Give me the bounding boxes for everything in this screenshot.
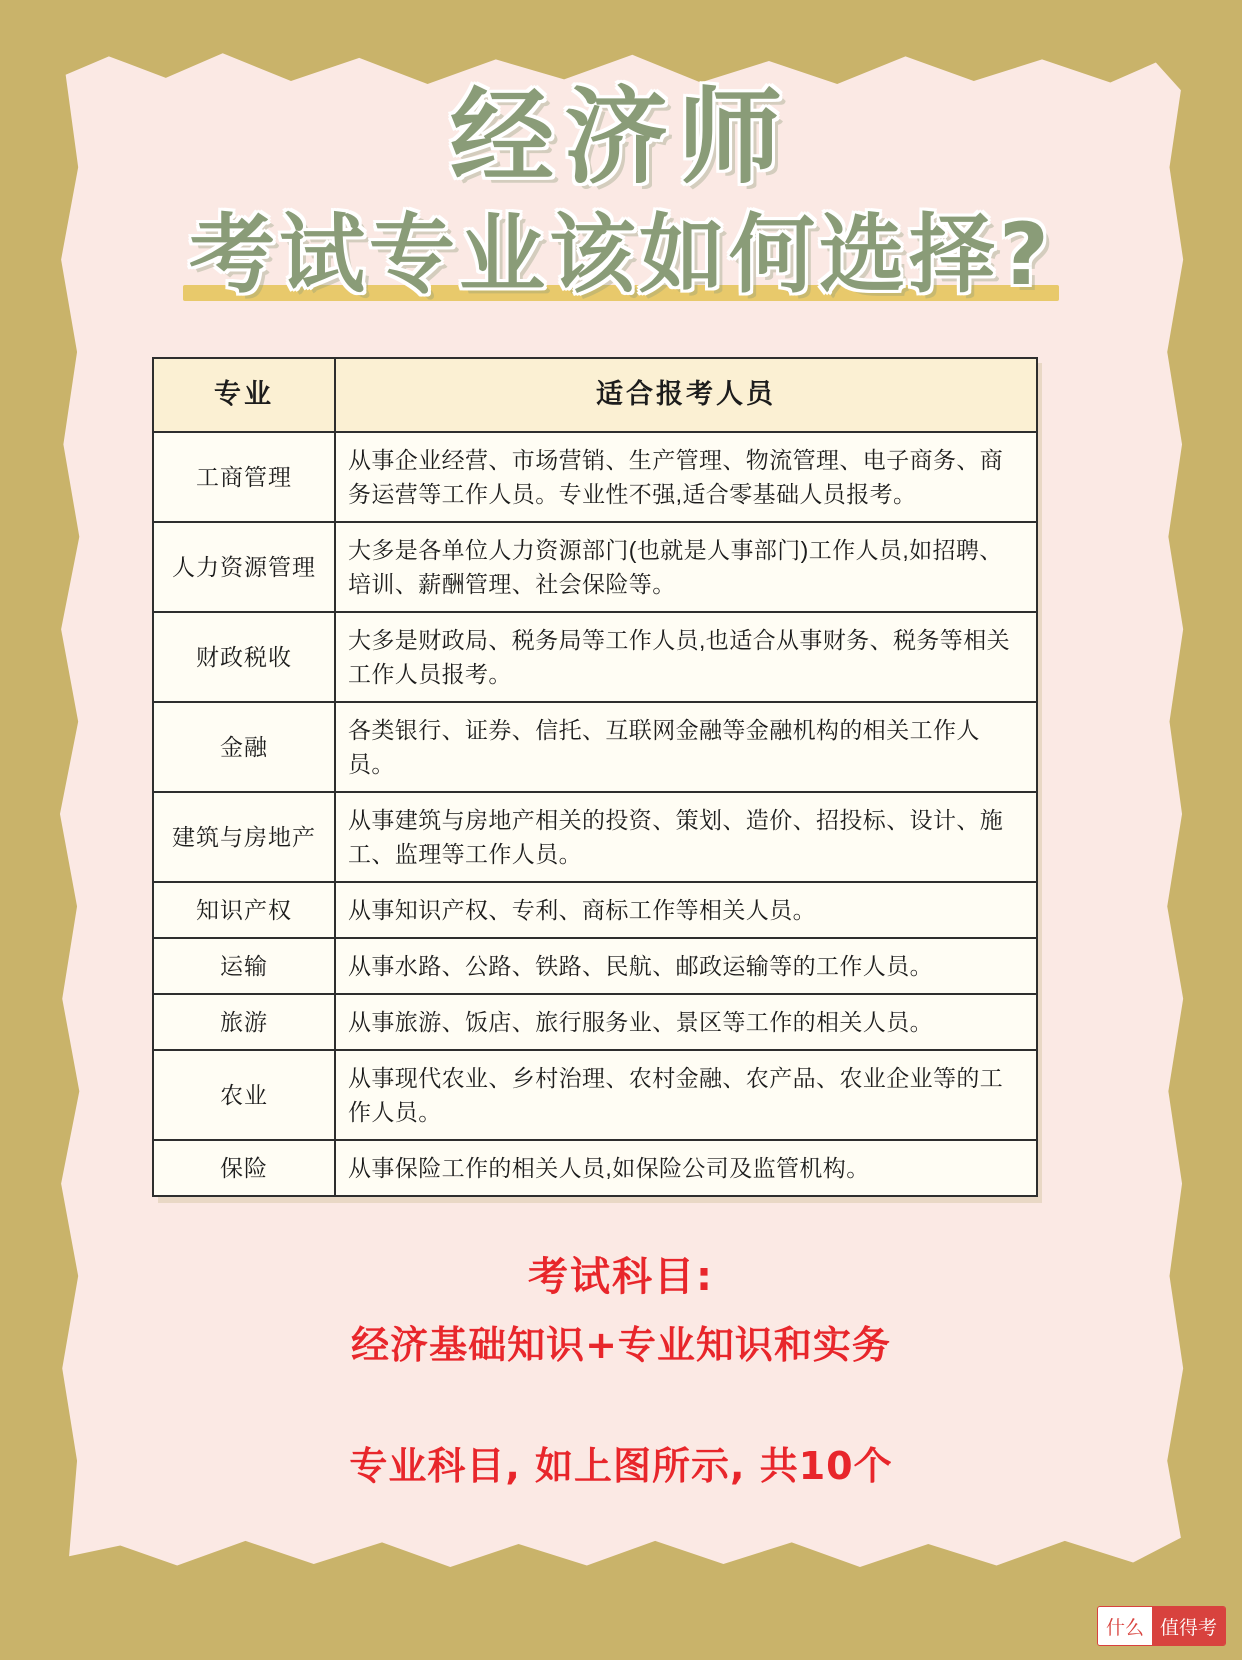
table-body <box>153 432 1037 1197</box>
table-cell-major: 工商管理 <box>153 432 335 522</box>
table-header-audience: 适合报考人员 <box>335 358 1037 432</box>
table-row <box>153 994 1037 1050</box>
table-cell-audience: 从事保险工作的相关人员,如保险公司及监管机构。 <box>335 1140 1037 1196</box>
table-cell-audience: 大多是财政局、税务局等工作人员,也适合从事财务、税务等相关工作人员报考。 <box>335 612 1037 702</box>
table-cell-audience: 从事建筑与房地产相关的投资、策划、造价、招投标、设计、施工、监理等工作人员。 <box>335 792 1037 882</box>
table-row <box>153 612 1037 702</box>
table-row <box>153 1140 1037 1196</box>
table-cell-audience: 从事水路、公路、铁路、民航、邮政运输等的工作人员。 <box>335 938 1037 994</box>
table-row <box>153 1050 1037 1140</box>
table-header-row <box>153 358 1037 432</box>
watermark-badge <box>1097 1606 1226 1646</box>
table-cell-major: 农业 <box>153 1050 335 1140</box>
table-row <box>153 938 1037 994</box>
watermark-left-text: 什么 <box>1098 1607 1152 1645</box>
page-subtitle: 考试专业该如何选择? <box>189 205 1053 306</box>
table-cell-major: 运输 <box>153 938 335 994</box>
table-cell-major: 保险 <box>153 1140 335 1196</box>
table-row <box>153 522 1037 612</box>
table-row <box>153 432 1037 522</box>
table-cell-audience: 各类银行、证券、信托、互联网金融等金融机构的相关工作人员。 <box>335 702 1037 792</box>
table-cell-major: 人力资源管理 <box>153 522 335 612</box>
table-row <box>153 882 1037 938</box>
table-row <box>153 702 1037 792</box>
note-subjects-detail: 经济基础知识+专业知识和实务 <box>351 1323 891 1367</box>
note-subjects-title: 考试科目: <box>528 1254 714 1300</box>
title-block <box>52 76 1190 306</box>
watermark-right-text: 值得考 <box>1152 1607 1225 1645</box>
table-cell-audience: 从事旅游、饭店、旅行服务业、景区等工作的相关人员。 <box>335 994 1037 1050</box>
subtitle-wrapper <box>175 205 1067 306</box>
table-cell-major: 旅游 <box>153 994 335 1050</box>
table-cell-audience: 从事企业经营、市场营销、生产管理、物流管理、电子商务、商务运营等工作人员。专业性不强,适合零基础人员报考。 <box>335 432 1037 522</box>
table-cell-major: 知识产权 <box>153 882 335 938</box>
note-major-count: 专业科目, 如上图所示, 共10个 <box>349 1444 893 1488</box>
page-title: 经济师 <box>449 76 792 198</box>
exam-notes <box>52 1245 1190 1490</box>
majors-table-container <box>152 357 1036 1197</box>
table-cell-audience: 从事知识产权、专利、商标工作等相关人员。 <box>335 882 1037 938</box>
table-row <box>153 792 1037 882</box>
table-cell-audience: 从事现代农业、乡村治理、农村金融、农产品、农业企业等的工作人员。 <box>335 1050 1037 1140</box>
table-cell-major: 建筑与房地产 <box>153 792 335 882</box>
majors-table <box>152 357 1038 1197</box>
table-header-major: 专业 <box>153 358 335 432</box>
table-cell-major: 财政税收 <box>153 612 335 702</box>
table-cell-major: 金融 <box>153 702 335 792</box>
table-cell-audience: 大多是各单位人力资源部门(也就是人事部门)工作人员,如招聘、培训、薪酬管理、社会保险等。 <box>335 522 1037 612</box>
